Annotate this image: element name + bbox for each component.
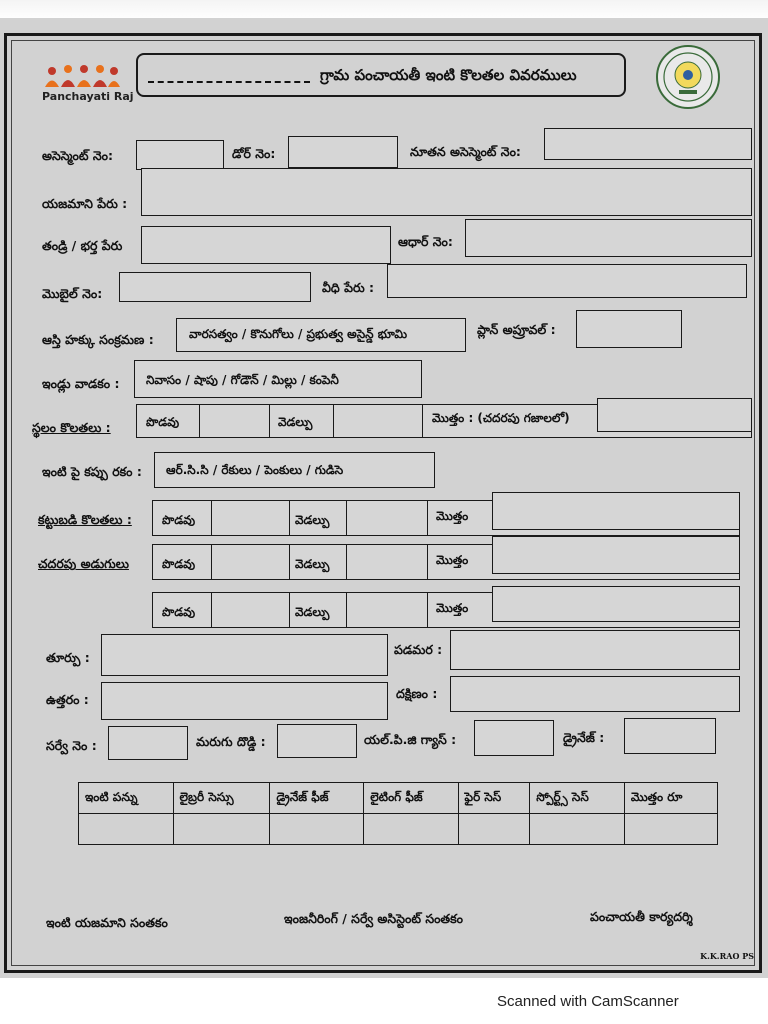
- door-no-field[interactable]: [288, 136, 398, 168]
- tax-header-house-tax: ఇంటి పన్ను: [79, 783, 174, 814]
- roof-type-label: ఇంటి పై కప్పు రకం :: [42, 464, 142, 479]
- plinth-length-field-1[interactable]: [211, 544, 290, 580]
- plinth-width-label-1: వెడల్పు: [295, 557, 330, 571]
- north-field[interactable]: [101, 682, 388, 720]
- mobile-no-label: మొబైల్ నెం:: [42, 286, 103, 301]
- tax-header-fire-cess: ఫైర్ సెస్: [458, 783, 530, 814]
- property-rights-label: ఆస్తి హక్కు సంక్రమణ :: [42, 332, 154, 347]
- tax-header-library-cess: లైబ్రరీ సెస్సు: [173, 783, 270, 814]
- plinth-length-field-2[interactable]: [211, 592, 290, 628]
- building-width-label: వెడల్పు: [295, 513, 330, 527]
- north-label: ఉత్తరం :: [46, 692, 89, 707]
- assessment-no-label: అసెస్మెంట్ నెం:: [42, 148, 113, 163]
- tax-value-house-tax[interactable]: [79, 814, 174, 845]
- tax-table-values-row: [79, 814, 718, 845]
- assessment-no-field[interactable]: [136, 140, 224, 170]
- west-field[interactable]: [450, 630, 740, 670]
- tax-value-lighting-fee[interactable]: [364, 814, 458, 845]
- ap-government-seal: [655, 44, 721, 110]
- tax-value-sports-cess[interactable]: [530, 814, 625, 845]
- property-rights-options: వారసత్వం / కొనుగోలు / ప్రభుత్వ అసైన్డ్ భూమి: [189, 327, 408, 341]
- east-label: తూర్పు :: [46, 650, 90, 665]
- site-length-label: పొడవు: [146, 415, 180, 429]
- street-name-field[interactable]: [387, 264, 747, 298]
- south-label: దక్షిణం :: [396, 686, 438, 701]
- street-name-label: వీధి పేరు :: [322, 280, 375, 295]
- survey-no-label: సర్వే నెం :: [46, 738, 97, 753]
- toilet-label: మరుగు దొడ్డి :: [196, 734, 266, 749]
- building-measurements-label: కట్టుబడి కొలతలు :: [38, 512, 132, 527]
- tax-value-fire-cess[interactable]: [458, 814, 530, 845]
- plinth-width-field-2[interactable]: [346, 592, 428, 628]
- building-length-field[interactable]: [211, 500, 290, 536]
- tax-table: [78, 782, 718, 845]
- plan-approval-field[interactable]: [576, 310, 682, 348]
- west-label: పడమర :: [394, 642, 443, 657]
- plinth-width-field-1[interactable]: [346, 544, 428, 580]
- tax-header-sports-cess: స్పోర్ట్స్ సెస్: [530, 783, 625, 814]
- scan-top-edge: [0, 0, 768, 20]
- plinth-length-label-1: పొడవు: [162, 557, 196, 571]
- tax-header-total-rs: మొత్తం రూ: [624, 783, 717, 814]
- plinth-total-field-1[interactable]: [492, 536, 740, 574]
- site-measurements-label: స్థలం కొలతలు :: [32, 420, 111, 435]
- site-total-field[interactable]: [597, 398, 752, 432]
- house-usage-label: ఇండ్లు వాడకం :: [42, 376, 120, 391]
- village-name-blank[interactable]: [148, 81, 310, 83]
- plan-approval-label: ప్లాన్ అప్రూవల్ :: [477, 322, 556, 337]
- drainage-field[interactable]: [624, 718, 716, 754]
- owner-signature-label: ఇంటి యజమాని సంతకం: [46, 915, 168, 930]
- secretary-label: పంచాయతీ కార్యదర్శి: [590, 909, 693, 924]
- aadhar-no-field[interactable]: [465, 219, 752, 257]
- mobile-no-field[interactable]: [119, 272, 311, 302]
- new-assessment-no-label: నూతన అసెస్మెంట్ నెం:: [410, 144, 521, 159]
- building-width-field[interactable]: [346, 500, 428, 536]
- plinth-width-label-2: వెడల్పు: [295, 605, 330, 619]
- tax-value-library-cess[interactable]: [173, 814, 270, 845]
- owner-name-label: యజమాని పేరు :: [42, 196, 128, 211]
- plinth-total-label-2: మొత్తం: [436, 601, 469, 615]
- site-total-label: మొత్తం : (చదరపు గజాలలో): [432, 411, 570, 425]
- site-length-field[interactable]: [199, 404, 270, 438]
- credit-text: K.K.RAO PS: [700, 951, 754, 961]
- tax-table-header-row: [79, 783, 718, 814]
- father-husband-name-field[interactable]: [141, 226, 391, 264]
- plinth-total-field-2[interactable]: [492, 586, 740, 622]
- building-total-label: మొత్తం: [436, 509, 469, 523]
- house-usage-options: నివాసం / షాపు / గోడౌన్ / మిల్లు / కంపెనీ: [146, 373, 339, 387]
- drainage-label: డ్రైనేజ్ :: [563, 730, 605, 745]
- lpg-gas-field[interactable]: [474, 720, 554, 756]
- survey-no-field[interactable]: [108, 726, 188, 760]
- camscanner-watermark: Scanned with CamScanner: [497, 993, 679, 1010]
- east-field[interactable]: [101, 634, 388, 676]
- door-no-label: డోర్ నెం:: [232, 146, 276, 161]
- south-field[interactable]: [450, 676, 740, 712]
- building-total-field[interactable]: [492, 492, 740, 530]
- tax-header-lighting-fee: లైటింగ్ ఫీజ్: [364, 783, 458, 814]
- tax-value-drainage-fee[interactable]: [270, 814, 364, 845]
- site-width-field[interactable]: [333, 404, 423, 438]
- page-title: గ్రామ పంచాయతీ ఇంటి కొలతల వివరములు: [320, 66, 577, 84]
- site-width-label: వెడల్పు: [278, 415, 313, 429]
- engineer-signature-label: ఇంజనీరింగ్ / సర్వే అసిస్టెంట్ సంతకం: [284, 911, 464, 926]
- father-husband-name-label: తండ్రి / భర్త పేరు: [42, 238, 123, 253]
- plinth-area-label: చదరపు అడుగులు: [38, 556, 129, 571]
- plinth-total-label-1: మొత్తం: [436, 553, 469, 567]
- aadhar-no-label: ఆధార్ నెం:: [398, 234, 453, 249]
- tax-value-total-rs[interactable]: [624, 814, 717, 845]
- building-length-label: పొడవు: [162, 513, 196, 527]
- new-assessment-no-field[interactable]: [544, 128, 752, 160]
- plinth-length-label-2: పొడవు: [162, 605, 196, 619]
- toilet-field[interactable]: [277, 724, 357, 758]
- tax-header-drainage-fee: డ్రైనేజ్ ఫీజ్: [270, 783, 364, 814]
- logo-caption: Panchayati Raj: [42, 90, 134, 103]
- lpg-gas-label: యల్.పి.జి గ్యాస్ :: [364, 732, 457, 747]
- roof-type-options: ఆర్.సి.సి / రేకులు / పెంకులు / గుడిసె: [166, 463, 344, 477]
- owner-name-field[interactable]: [141, 168, 752, 216]
